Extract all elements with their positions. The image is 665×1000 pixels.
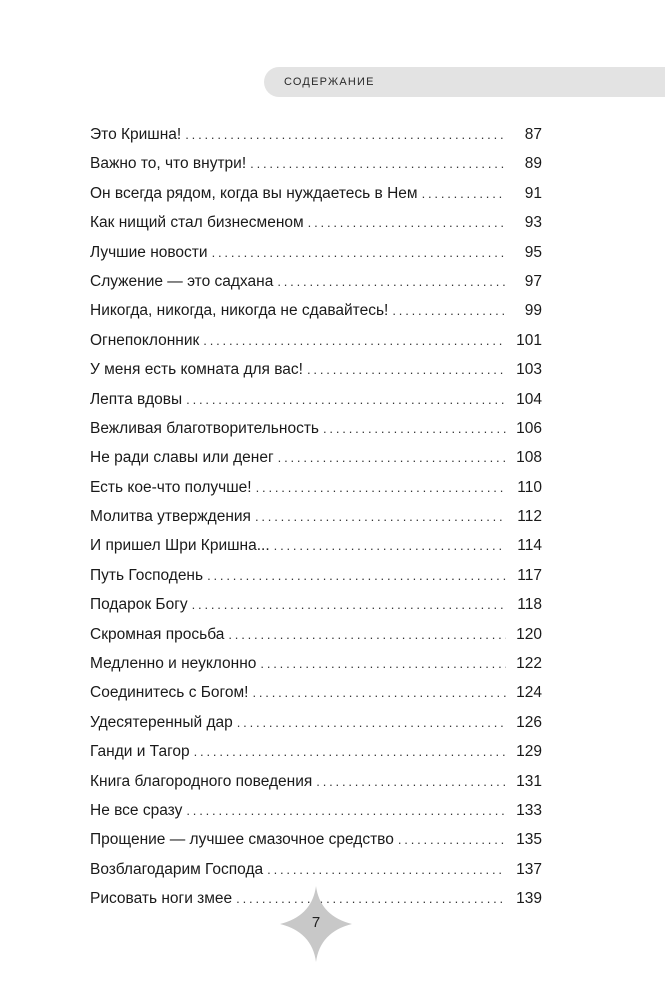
- toc-dot-leader: [236, 884, 506, 913]
- toc-dot-leader: [186, 796, 506, 825]
- toc-entry-page: 99: [524, 302, 542, 320]
- toc-entry[interactable]: [90, 326, 542, 355]
- toc-entry-title: И пришел Шри Кришна...: [90, 537, 270, 555]
- toc-entry-page: 106: [516, 419, 542, 437]
- toc-dot-leader: [228, 620, 506, 649]
- toc-entry-title: Подарок Богу: [90, 596, 188, 614]
- toc-dot-leader: [212, 238, 506, 267]
- toc-dot-leader: [186, 385, 506, 414]
- toc-entry[interactable]: [90, 267, 542, 296]
- toc-dot-leader: [185, 120, 506, 149]
- toc-dot-leader: [237, 708, 506, 737]
- section-title: СОДЕРЖАНИЕ: [284, 76, 375, 88]
- toc-dot-leader: [207, 561, 506, 590]
- toc-entry-page: 131: [516, 772, 542, 790]
- toc-entry-title: Удесятеренный дар: [90, 713, 233, 731]
- toc-entry-title: Скромная просьба: [90, 625, 225, 643]
- toc-entry-page: 137: [516, 860, 542, 878]
- toc-entry-title: Возблагодарим Господа: [90, 860, 264, 878]
- toc-entry-title: Соединитесь с Богом!: [90, 684, 249, 702]
- toc-entry-page: 126: [516, 713, 542, 731]
- toc-entry-title: У меня есть комната для вас!: [90, 361, 303, 379]
- toc-dot-leader: [277, 267, 506, 296]
- toc-entry-page: 89: [524, 155, 542, 173]
- toc-entry[interactable]: [90, 737, 542, 766]
- toc-entry[interactable]: [90, 620, 542, 649]
- toc-entry-title: Не ради славы или денег: [90, 449, 274, 467]
- toc-entry-page: 103: [516, 361, 542, 379]
- toc-entry[interactable]: [90, 767, 542, 796]
- toc-dot-leader: [194, 737, 506, 766]
- toc-dot-leader: [316, 767, 506, 796]
- toc-entry[interactable]: [90, 473, 542, 502]
- toc-entry-title: Лучшие новости: [90, 243, 208, 261]
- toc-entry-page: 101: [516, 331, 542, 349]
- toc-entry-title: Лепта вдовы: [90, 390, 183, 408]
- toc-entry-title: Огнепоклонник: [90, 331, 200, 349]
- toc-entry-page: 112: [517, 508, 542, 526]
- toc-entry-page: 110: [517, 478, 542, 496]
- toc-entry-title: Важно то, что внутри!: [90, 155, 247, 173]
- toc-dot-leader: [252, 678, 506, 707]
- toc-entry-title: Молитва утверждения: [90, 508, 251, 526]
- toc-entry-page: 95: [524, 243, 542, 261]
- toc-entry[interactable]: [90, 531, 542, 560]
- table-of-contents: [90, 120, 542, 914]
- toc-entry-page: 122: [516, 655, 542, 673]
- toc-entry-title: Это Кришна!: [90, 126, 182, 143]
- toc-entry-page: 87: [524, 126, 542, 143]
- page-number: 7: [311, 914, 321, 931]
- toc-entry-page: 108: [516, 449, 542, 467]
- toc-entry-title: Прощение — лучшее смазочное средство: [90, 831, 394, 849]
- toc-dot-leader: [392, 296, 506, 325]
- toc-entry-title: Путь Господень: [90, 566, 204, 584]
- toc-entry-title: Он всегда рядом, когда вы нуждаетесь в Нем: [90, 184, 418, 202]
- toc-entry[interactable]: [90, 825, 542, 854]
- toc-entry[interactable]: [90, 590, 542, 619]
- toc-entry[interactable]: [90, 855, 542, 884]
- toc-entry[interactable]: [90, 296, 542, 325]
- toc-entry-page: 93: [524, 214, 542, 232]
- toc-entry-page: 124: [516, 684, 542, 702]
- toc-dot-leader: [260, 649, 506, 678]
- toc-entry-page: 114: [517, 537, 542, 555]
- toc-entry-page: 118: [517, 596, 542, 614]
- toc-entry[interactable]: [90, 443, 542, 472]
- toc-entry-title: Не все сразу: [90, 801, 183, 819]
- toc-entry-page: 120: [516, 625, 542, 643]
- toc-entry[interactable]: [90, 796, 542, 825]
- toc-entry-title: Как нищий стал бизнесменом: [90, 214, 304, 232]
- toc-entry[interactable]: [90, 355, 542, 384]
- toc-entry[interactable]: [90, 120, 542, 149]
- toc-entry-page: 129: [516, 743, 542, 761]
- toc-entry-page: 91: [524, 184, 542, 202]
- toc-entry[interactable]: [90, 649, 542, 678]
- toc-dot-leader: [422, 179, 506, 208]
- toc-entry[interactable]: [90, 238, 542, 267]
- toc-entry[interactable]: [90, 502, 542, 531]
- toc-entry[interactable]: [90, 678, 542, 707]
- toc-dot-leader: [256, 473, 506, 502]
- toc-entry[interactable]: [90, 414, 542, 443]
- toc-entry-title: Книга благородного поведения: [90, 772, 313, 790]
- toc-entry-page: 104: [516, 390, 542, 408]
- toc-dot-leader: [250, 149, 506, 178]
- toc-entry-title: Рисовать ноги змее: [90, 890, 233, 908]
- toc-entry-title: Медленно и неуклонно: [90, 655, 257, 673]
- toc-dot-leader: [192, 590, 506, 619]
- toc-entry[interactable]: [90, 385, 542, 414]
- toc-entry-title: Вежливая благотворительность: [90, 419, 319, 437]
- toc-entry[interactable]: [90, 561, 542, 590]
- toc-dot-leader: [308, 208, 506, 237]
- toc-entry[interactable]: [90, 208, 542, 237]
- toc-entry[interactable]: [90, 149, 542, 178]
- toc-entry-title: Ганди и Тагор: [90, 743, 190, 761]
- toc-entry-page: 139: [516, 890, 542, 908]
- toc-entry-page: 117: [517, 566, 542, 584]
- toc-dot-leader: [307, 355, 506, 384]
- toc-entry-title: Служение — это садхана: [90, 272, 274, 290]
- toc-dot-leader: [203, 326, 506, 355]
- toc-dot-leader: [323, 414, 506, 443]
- toc-dot-leader: [398, 825, 506, 854]
- toc-dot-leader: [267, 855, 506, 884]
- toc-dot-leader: [274, 531, 506, 560]
- toc-entry-page: 97: [524, 272, 542, 290]
- toc-dot-leader: [278, 443, 506, 472]
- toc-entry-title: Есть кое-что получше!: [90, 478, 252, 496]
- toc-entry-page: 133: [516, 801, 542, 819]
- toc-entry[interactable]: [90, 708, 542, 737]
- toc-entry-page: 135: [516, 831, 542, 849]
- toc-entry-title: Никогда, никогда, никогда не сдавайтесь!: [90, 302, 389, 320]
- toc-dot-leader: [255, 502, 506, 531]
- toc-entry[interactable]: [90, 179, 542, 208]
